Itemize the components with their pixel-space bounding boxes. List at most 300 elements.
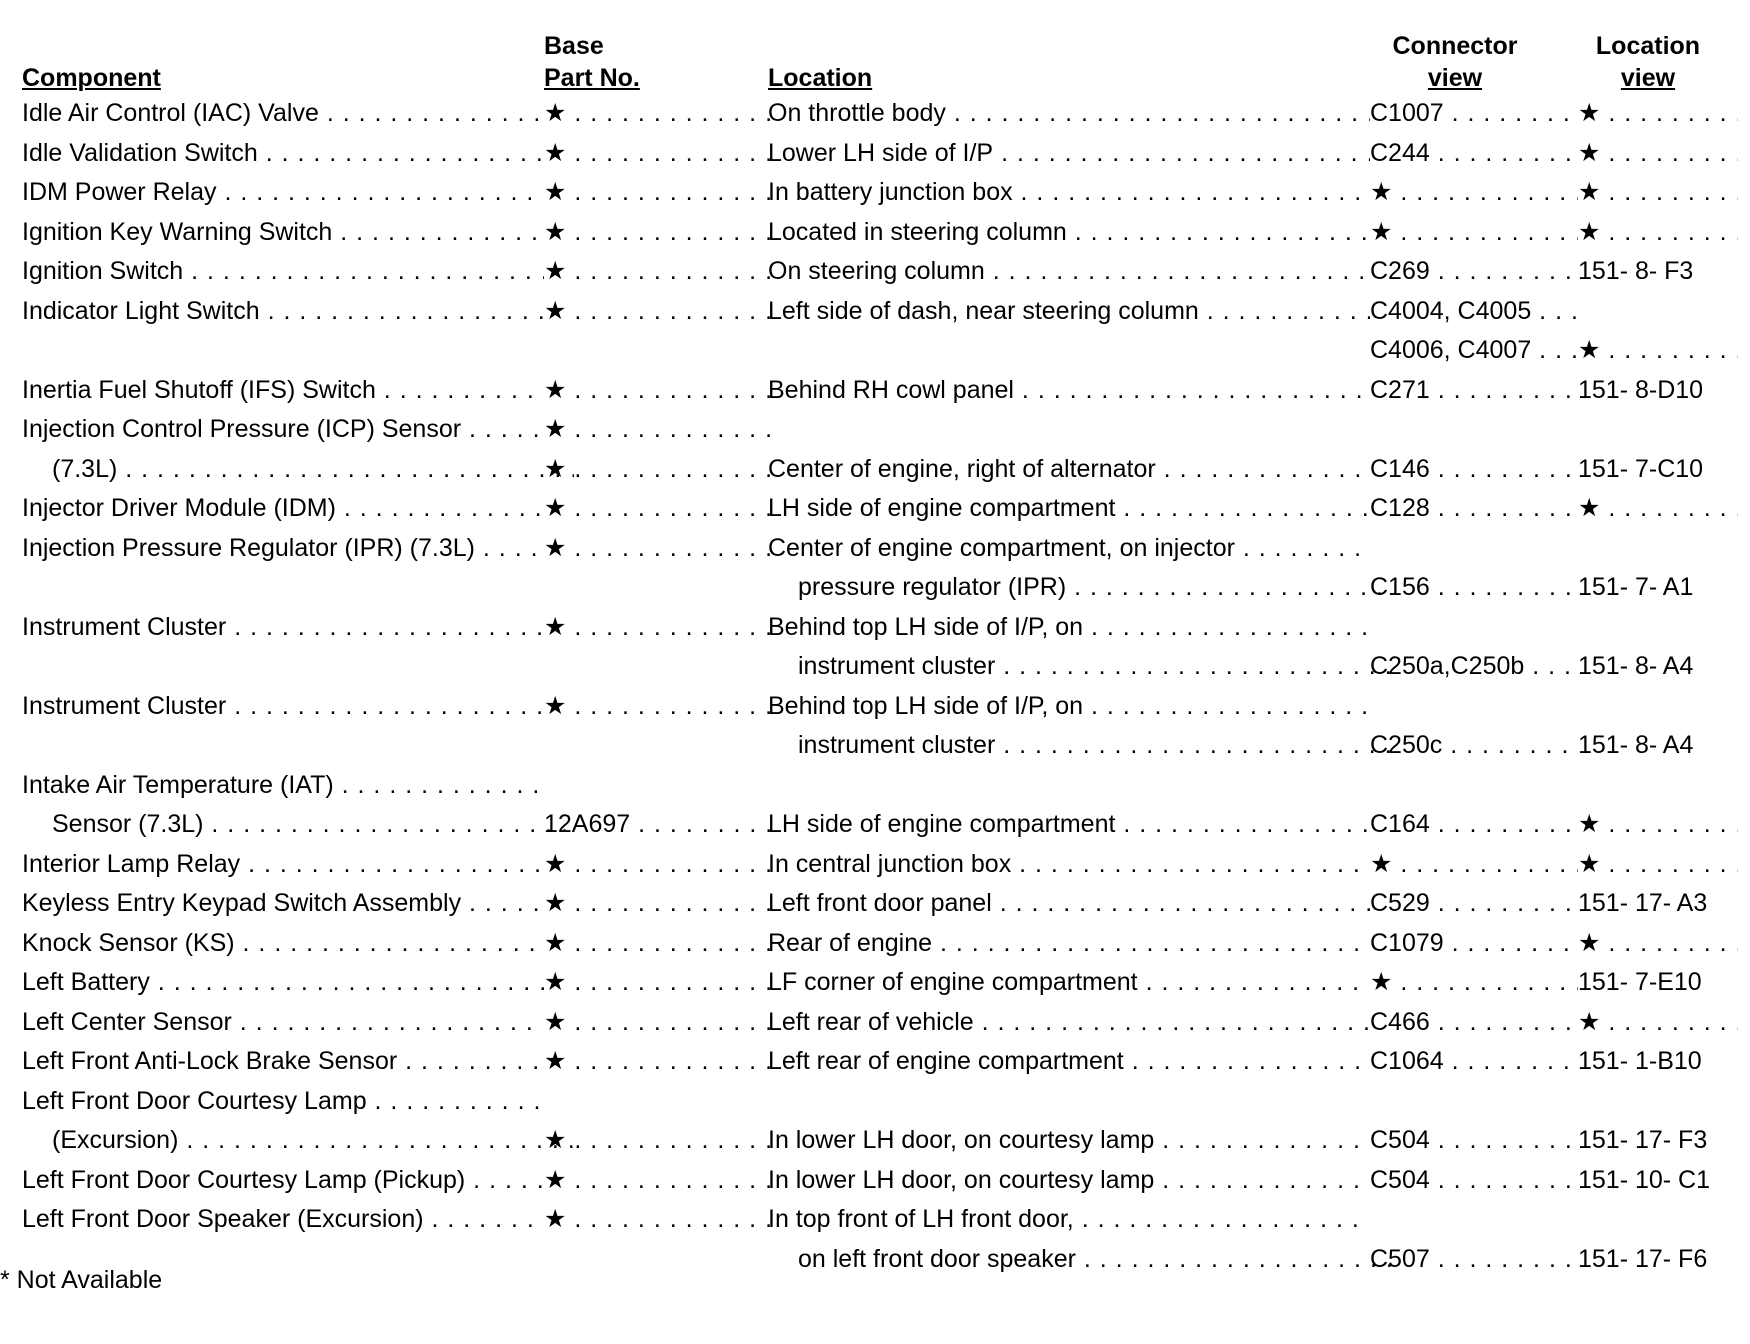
location-view-cell-text: ★ <box>1578 138 1601 167</box>
connector-view-cell-text: ★ <box>1370 968 1393 996</box>
part-number-cell-text: ★ <box>544 296 567 325</box>
location-view-cell-text: ★ <box>1578 810 1601 838</box>
leader-dots <box>566 99 780 127</box>
part-number-cell-text: ★ <box>544 1165 567 1194</box>
component-cell <box>22 252 544 292</box>
connector-view-cell <box>1370 1042 1578 1082</box>
table-row <box>22 766 1730 806</box>
leader-dots <box>566 692 780 720</box>
table-row <box>22 726 1730 766</box>
component-cell <box>22 213 544 253</box>
component-cell-text: Ignition Key Warning Switch <box>22 217 333 246</box>
connector-view-cell <box>1370 173 1578 213</box>
part-number-cell <box>544 489 780 529</box>
component-cell-text: Interior Lamp Relay <box>22 849 241 878</box>
location-cell-text: LH side of engine compartment <box>768 810 1116 838</box>
location-view-cell <box>1578 1240 1738 1280</box>
leader-dots <box>566 1126 780 1154</box>
location-view-cell-text: 151- 17- A3 <box>1578 889 1708 917</box>
location-cell <box>768 608 1370 648</box>
table-row <box>22 450 1730 490</box>
leader-dots <box>1531 297 1578 325</box>
location-view-cell-text: ★ <box>1578 217 1601 246</box>
location-cell <box>768 568 1400 608</box>
leader-dots <box>1392 178 1578 206</box>
component-cell <box>22 963 544 1003</box>
connector-view-cell <box>1370 963 1578 1003</box>
leader-dots <box>566 929 780 957</box>
location-cell <box>768 805 1370 845</box>
component-cell-text: Injection Pressure Regulator (IPR) (7.3L) <box>22 533 475 562</box>
location-view-cell <box>1578 252 1738 292</box>
table-row <box>22 1161 1730 1201</box>
location-view-cell-text: 151- 8- A4 <box>1578 652 1694 680</box>
connector-view-cell-text: C269 <box>1370 257 1430 285</box>
part-number-cell <box>544 1003 780 1043</box>
leader-dots <box>985 257 1370 285</box>
leader-dots <box>260 297 544 325</box>
leader-dots <box>1430 1166 1578 1194</box>
leader-dots <box>1430 573 1578 601</box>
connector-view-cell-text: C250c <box>1370 731 1443 759</box>
leader-dots <box>566 257 780 285</box>
leader-dots <box>217 178 545 206</box>
leader-dots <box>1600 1008 1738 1036</box>
location-view-cell-text: ★ <box>1578 1007 1601 1036</box>
leader-dots <box>1430 1008 1578 1036</box>
location-view-cell-text: ★ <box>1578 336 1601 364</box>
location-cell <box>768 292 1370 332</box>
table-row <box>22 252 1730 292</box>
leader-dots <box>1154 1166 1370 1194</box>
connector-view-cell <box>1370 1240 1578 1280</box>
location-view-cell-text: ★ <box>1578 99 1601 127</box>
component-cell <box>22 1200 544 1240</box>
location-cell-text: In top front of LH front door, <box>768 1205 1074 1233</box>
component-cell-text: Left Front Door Courtesy Lamp (Pickup) <box>22 1165 466 1194</box>
location-view-cell-text: 151- 1-B10 <box>1578 1047 1702 1075</box>
location-view-cell-text: 151- 8- F3 <box>1578 257 1694 285</box>
component-cell-text: Left Front Door Speaker (Excursion) <box>22 1205 424 1233</box>
leader-dots <box>1430 889 1578 917</box>
location-view-cell <box>1578 450 1738 490</box>
leader-dots <box>1600 810 1738 838</box>
leader-dots <box>566 613 780 641</box>
leader-dots <box>117 455 574 483</box>
component-cell <box>22 410 544 450</box>
part-number-cell <box>544 924 780 964</box>
table-row <box>22 884 1730 924</box>
leader-dots <box>240 850 544 878</box>
location-cell <box>768 529 1370 569</box>
table-row <box>22 568 1730 608</box>
leader-dots <box>367 1087 544 1115</box>
location-view-cell <box>1578 924 1738 964</box>
leader-dots <box>1600 850 1738 878</box>
leader-dots <box>1392 218 1578 246</box>
leader-dots <box>1430 1245 1578 1273</box>
leader-dots <box>336 494 544 522</box>
location-cell-text: In central junction box <box>768 849 1012 878</box>
connector-view-cell-text: C244 <box>1370 138 1430 167</box>
leader-dots <box>397 1047 544 1075</box>
leader-dots <box>566 1047 780 1075</box>
component-cell-text: Injector Driver Module (IDM) <box>22 494 336 522</box>
part-number-cell-text: ★ <box>544 494 567 522</box>
location-view-cell-text: ★ <box>1578 849 1601 878</box>
table-row <box>22 213 1730 253</box>
leader-dots <box>566 218 780 246</box>
component-location-table <box>22 28 1730 1279</box>
leader-dots <box>475 534 544 562</box>
part-number-cell-text: ★ <box>544 1126 567 1154</box>
component-cell-text: Ignition Switch <box>22 257 184 285</box>
location-cell <box>768 371 1370 411</box>
connector-view-cell-text: C529 <box>1370 889 1430 917</box>
leader-dots <box>1138 968 1370 996</box>
location-view-cell-text: ★ <box>1578 928 1601 957</box>
leader-dots <box>1430 376 1578 404</box>
location-cell <box>768 173 1370 213</box>
part-number-cell <box>544 884 780 924</box>
leader-dots <box>1442 731 1578 759</box>
leader-dots <box>465 1166 544 1194</box>
location-cell <box>768 450 1370 490</box>
leader-dots <box>332 218 544 246</box>
connector-view-cell-text: ★ <box>1370 849 1393 878</box>
component-cell-text: Instrument Cluster <box>22 612 227 641</box>
table-row <box>22 963 1730 1003</box>
header-base-line2: Part No. <box>544 64 640 92</box>
component-cell <box>22 1121 574 1161</box>
leader-dots <box>1083 692 1370 720</box>
leader-dots <box>566 1166 780 1194</box>
location-cell <box>768 1161 1370 1201</box>
location-cell <box>768 963 1370 1003</box>
location-cell-text: Behind top LH side of I/P, on <box>768 612 1084 641</box>
location-view-cell <box>1578 94 1738 134</box>
header-location-view-line2: view <box>1620 64 1676 92</box>
table-row <box>22 489 1730 529</box>
leader-dots <box>461 415 544 443</box>
location-view-cell-text: 151- 7- A1 <box>1578 573 1694 601</box>
connector-view-cell <box>1370 1121 1578 1161</box>
part-number-cell <box>544 845 780 885</box>
part-number-cell-text: ★ <box>544 533 567 562</box>
leader-dots <box>1430 257 1578 285</box>
table-row <box>22 1082 1730 1122</box>
component-cell <box>22 529 544 569</box>
location-cell <box>768 687 1370 727</box>
leader-dots <box>566 139 780 167</box>
leader-dots <box>1444 1047 1578 1075</box>
location-cell <box>768 134 1370 174</box>
leader-dots <box>1074 1205 1370 1233</box>
leader-dots <box>995 652 1400 680</box>
component-cell-text: Idle Air Control (IAC) Valve <box>22 99 319 127</box>
leader-dots <box>1444 929 1578 957</box>
location-view-cell <box>1578 134 1738 174</box>
component-cell-text: Left Center Sensor <box>22 1007 232 1036</box>
leader-dots <box>1600 99 1738 127</box>
table-row <box>22 687 1730 727</box>
table-row <box>22 924 1730 964</box>
leader-dots <box>1076 1245 1400 1273</box>
leader-dots <box>183 257 544 285</box>
location-view-cell <box>1578 213 1738 253</box>
location-view-cell-text: 151- 17- F3 <box>1578 1126 1708 1154</box>
leader-dots <box>319 99 544 127</box>
part-number-cell-text: 12A697 <box>544 810 631 838</box>
component-cell-text: Left Front Anti-Lock Brake Sensor <box>22 1047 398 1075</box>
header-component: Component <box>22 64 161 92</box>
leader-dots <box>1600 336 1738 364</box>
leader-dots <box>1067 218 1370 246</box>
leader-dots <box>1392 968 1578 996</box>
connector-view-cell-text: C128 <box>1370 494 1430 522</box>
part-number-cell <box>544 1200 780 1240</box>
component-cell <box>22 94 544 134</box>
header-base-part-no <box>544 30 640 94</box>
leader-dots <box>226 692 544 720</box>
component-cell-text: (Excursion) <box>52 1126 179 1154</box>
part-number-cell-text: ★ <box>544 612 567 641</box>
connector-view-cell <box>1370 94 1578 134</box>
location-cell-text: In lower LH door, on courtesy lamp <box>768 1165 1155 1194</box>
connector-view-cell <box>1370 252 1578 292</box>
table-row <box>22 1003 1730 1043</box>
connector-view-cell-text: C1007 <box>1370 99 1444 127</box>
part-number-cell-text: ★ <box>544 217 567 246</box>
table-row <box>22 1042 1730 1082</box>
connector-view-cell-text: C504 <box>1370 1165 1430 1194</box>
table-row <box>22 292 1730 332</box>
leader-dots <box>232 1008 544 1036</box>
location-view-cell <box>1578 1003 1738 1043</box>
part-number-cell-text: ★ <box>544 375 567 404</box>
location-view-cell <box>1578 647 1738 687</box>
location-view-cell <box>1578 173 1738 213</box>
location-cell-text: on left front door speaker <box>798 1244 1076 1273</box>
leader-dots <box>1531 336 1578 364</box>
leader-dots <box>566 850 780 878</box>
leader-dots <box>150 968 544 996</box>
leader-dots <box>566 968 780 996</box>
header-location-view-line1: Location <box>1595 32 1701 60</box>
component-cell-text: Sensor (7.3L) <box>52 810 204 838</box>
connector-view-cell-text: C507 <box>1370 1244 1430 1273</box>
leader-dots <box>566 494 780 522</box>
part-number-cell <box>544 292 780 332</box>
table-row <box>22 1200 1730 1240</box>
location-view-cell <box>1578 726 1738 766</box>
component-cell <box>22 134 544 174</box>
location-cell-text: Behind RH cowl panel <box>768 375 1014 404</box>
component-cell <box>22 687 544 727</box>
location-view-cell-text: 151- 7-C10 <box>1578 454 1704 483</box>
connector-view-cell-text: C4006, C4007 <box>1370 336 1532 364</box>
connector-view-cell <box>1370 884 1578 924</box>
leader-dots <box>1083 613 1370 641</box>
component-cell <box>22 1082 544 1122</box>
location-view-cell-text: 151- 7-E10 <box>1578 968 1702 996</box>
leader-dots <box>1430 810 1578 838</box>
leader-dots <box>1600 929 1738 957</box>
part-number-cell <box>544 371 780 411</box>
footnote: * Not Available <box>0 1266 163 1294</box>
component-cell <box>22 292 544 332</box>
connector-view-cell-text: ★ <box>1370 178 1393 206</box>
header-connector-line1: Connector <box>1392 32 1518 60</box>
leader-dots <box>995 731 1400 759</box>
component-cell-text: Left Front Door Courtesy Lamp <box>22 1086 367 1115</box>
leader-dots <box>1430 139 1578 167</box>
leader-dots <box>1014 376 1370 404</box>
location-cell-text: Center of engine, right of alternator <box>768 454 1156 483</box>
location-cell <box>768 845 1370 885</box>
leader-dots <box>1115 810 1370 838</box>
table-row <box>22 371 1730 411</box>
table-row <box>22 805 1730 845</box>
location-cell-text: Left rear of vehicle <box>768 1007 974 1036</box>
part-number-cell-text: ★ <box>544 889 567 917</box>
location-cell-text: Left rear of engine compartment <box>768 1047 1124 1075</box>
connector-view-cell <box>1370 450 1578 490</box>
leader-dots <box>1600 218 1738 246</box>
location-cell <box>768 647 1400 687</box>
leader-dots <box>566 455 780 483</box>
component-cell-text: Idle Validation Switch <box>22 138 258 167</box>
table-row <box>22 94 1730 134</box>
leader-dots <box>566 534 780 562</box>
location-cell <box>768 1042 1370 1082</box>
location-cell <box>768 1200 1370 1240</box>
component-cell <box>22 766 544 806</box>
leader-dots <box>1430 455 1578 483</box>
leader-dots <box>1124 1047 1370 1075</box>
connector-view-cell <box>1370 726 1578 766</box>
leader-dots <box>334 771 544 799</box>
leader-dots <box>566 178 780 206</box>
component-cell-text: Knock Sensor (KS) <box>22 928 235 957</box>
table-row <box>22 331 1730 371</box>
location-cell-text: Center of engine compartment, on injector <box>768 533 1235 562</box>
part-number-cell-text: ★ <box>544 178 567 206</box>
location-view-cell <box>1578 884 1738 924</box>
location-cell-text: Left side of dash, near steering column <box>768 296 1199 325</box>
connector-view-cell-text: C250a,C250b <box>1370 652 1525 680</box>
component-cell-text: Injection Control Pressure (ICP) Sensor <box>22 415 462 443</box>
connector-view-cell-text: C1079 <box>1370 928 1444 957</box>
component-cell <box>22 1042 544 1082</box>
component-cell <box>22 884 544 924</box>
location-cell-text: Left front door panel <box>768 889 992 917</box>
leader-dots <box>258 139 544 167</box>
part-number-cell-text: ★ <box>544 928 567 957</box>
leader-dots <box>376 376 544 404</box>
part-number-cell <box>544 173 780 213</box>
component-cell <box>22 173 544 213</box>
leader-dots <box>1600 178 1738 206</box>
header-location: Location <box>768 64 873 92</box>
connector-view-cell <box>1370 292 1578 332</box>
leader-dots <box>992 889 1370 917</box>
component-cell <box>22 1161 544 1201</box>
part-number-cell <box>544 805 780 845</box>
connector-view-cell-text: C271 <box>1370 375 1430 404</box>
leader-dots <box>226 613 544 641</box>
location-view-cell <box>1578 805 1738 845</box>
connector-view-cell <box>1370 1161 1578 1201</box>
location-view-cell <box>1578 371 1738 411</box>
leader-dots <box>1235 534 1370 562</box>
leader-dots <box>1600 139 1738 167</box>
location-cell-text: LH side of engine compartment <box>768 494 1116 522</box>
connector-view-cell-text: C156 <box>1370 573 1430 601</box>
part-number-cell <box>544 94 780 134</box>
leader-dots <box>1600 494 1738 522</box>
component-cell-text: Instrument Cluster <box>22 691 227 720</box>
leader-dots <box>932 929 1370 957</box>
header-location-view <box>1578 30 1718 94</box>
leader-dots <box>235 929 544 957</box>
connector-view-cell <box>1370 568 1578 608</box>
part-number-cell <box>544 963 780 1003</box>
connector-view-cell <box>1370 1003 1578 1043</box>
location-view-cell <box>1578 963 1738 1003</box>
part-number-cell-text: ★ <box>544 1007 567 1036</box>
leader-dots <box>974 1008 1370 1036</box>
location-cell <box>768 94 1370 134</box>
location-cell-text: Rear of engine <box>768 928 933 957</box>
connector-view-cell-text: C466 <box>1370 1007 1430 1036</box>
leader-dots <box>424 1205 544 1233</box>
leader-dots <box>993 139 1370 167</box>
leader-dots <box>1524 652 1578 680</box>
location-view-cell <box>1578 331 1738 371</box>
connector-view-cell <box>1370 213 1578 253</box>
part-number-cell-text: ★ <box>544 968 567 996</box>
location-cell <box>768 884 1370 924</box>
connector-view-cell-text: C1064 <box>1370 1047 1444 1075</box>
connector-view-cell <box>1370 371 1578 411</box>
leader-dots <box>566 415 780 443</box>
leader-dots <box>1011 850 1370 878</box>
connector-view-cell <box>1370 805 1578 845</box>
location-cell-text: LF corner of engine compartment <box>768 968 1138 996</box>
part-number-cell <box>544 608 780 648</box>
location-cell-text: In battery junction box <box>768 178 1013 206</box>
location-cell-text: On throttle body <box>768 99 946 127</box>
connector-view-cell-text: C504 <box>1370 1126 1430 1154</box>
leader-dots <box>566 376 780 404</box>
location-view-cell-text: ★ <box>1578 494 1601 522</box>
location-cell <box>768 1003 1370 1043</box>
location-cell <box>768 489 1370 529</box>
part-number-cell-text: ★ <box>544 415 567 443</box>
location-view-cell-text: 151- 8-D10 <box>1578 375 1704 404</box>
leader-dots <box>630 810 780 838</box>
part-number-cell-text: ★ <box>544 257 567 285</box>
component-cell <box>22 489 544 529</box>
component-cell-text: Keyless Entry Keypad Switch Assembly <box>22 889 462 917</box>
leader-dots <box>1199 297 1370 325</box>
leader-dots <box>203 810 574 838</box>
connector-view-cell <box>1370 647 1578 687</box>
location-cell <box>768 252 1370 292</box>
table-row <box>22 410 1730 450</box>
component-cell <box>22 924 544 964</box>
